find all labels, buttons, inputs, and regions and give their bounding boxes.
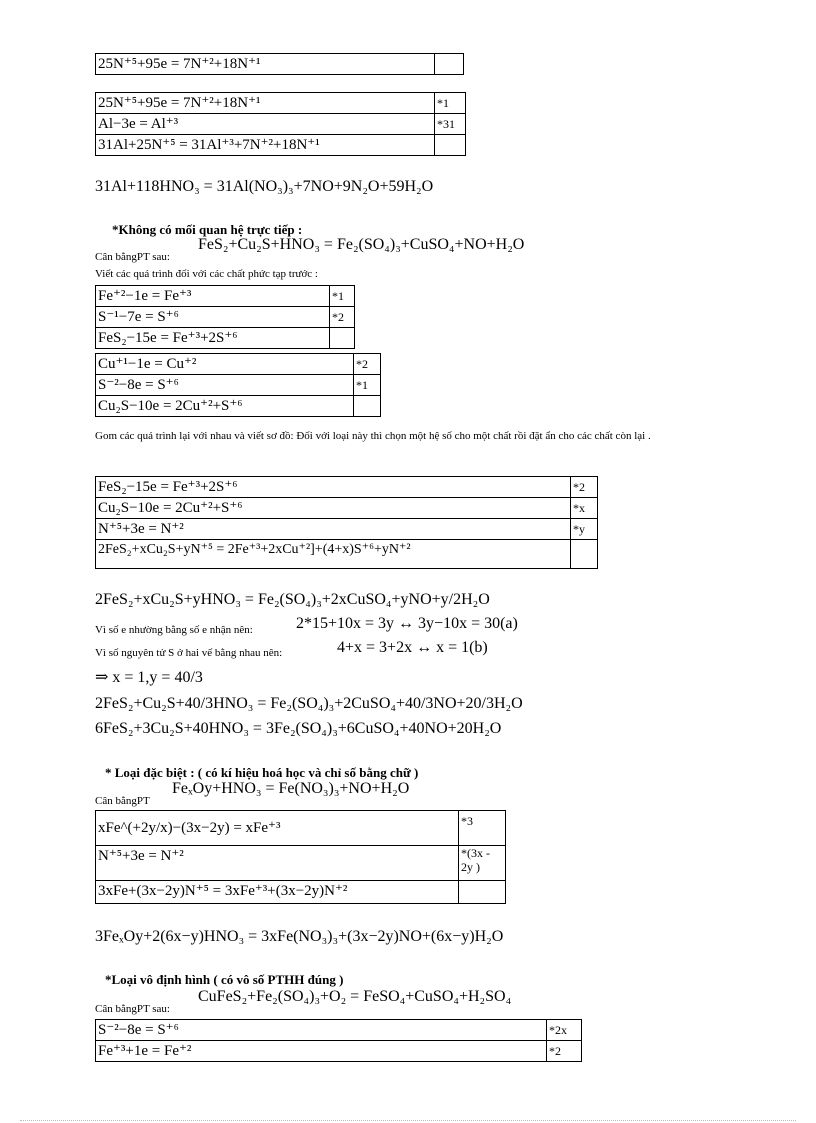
table-row [96,114,466,135]
table-row [96,328,355,349]
table-row [96,354,381,375]
equation-cell: S⁻¹−7e = S⁺⁶ [96,307,330,328]
multiplier-cell [571,540,598,569]
equation-3: 2FeS₂+Cu₂S+40/3HNO₃ = Fe₂(SO₄)₃+2CuSO₄+40/3NO+20/3H₂O [95,695,523,712]
table-row [96,93,466,114]
multiplier-cell [354,396,381,417]
equation-cell: FeS₂−15e = Fe⁺³+2S⁺⁶ [96,477,571,498]
equation-5: 3FeₓOy+2(6x−y)HNO₃ = 3xFe(NO₃)₃+(3x−2y)NO+(6x−y)H₂O [95,928,504,945]
balance-label-3: Cân bằngPT sau: [95,1003,170,1015]
table-row [96,846,506,881]
equation-cell: Al−3e = Al⁺³ [96,114,435,135]
equation-cell: Fe⁺³+1e = Fe⁺² [96,1041,547,1062]
note-2: Gom các quá trình lại với nhau và viết sơ đồ: Đối với loại này thì chọn một hệ số cho một chất rồi đặt ẩn cho các chất còn lại . [95,430,651,442]
table-1 [95,53,464,75]
table-row [96,286,355,307]
multiplier-cell: *1 [354,375,381,396]
equation-cell: FeS₂−15e = Fe⁺³+2S⁺⁶ [96,328,330,349]
table-row [96,135,466,156]
equation-cell: Cu⁺¹−1e = Cu⁺² [96,354,354,375]
equation-cell: Cu₂S−10e = 2Cu⁺²+S⁺⁶ [96,396,354,417]
multiplier-cell [435,54,464,75]
table-row [96,811,506,846]
multiplier-cell: *3 [459,811,506,846]
table-row [96,1020,582,1041]
equation-cell: 3xFe+(3x−2y)N⁺⁵ = 3xFe⁺³+(3x−2y)N⁺² [96,881,459,904]
equation-cell: Fe⁺²−1e = Fe⁺³ [96,286,330,307]
table-7 [95,1019,582,1062]
condition-1-equation: 2*15+10x = 3y ↔ 3y−10x = 30(a) [296,615,518,632]
multiplier-cell: *1 [330,286,355,307]
note-1: Viết các quá trình đối với các chất phức tạp trước : [95,268,318,280]
table-6 [95,810,506,904]
table-4 [95,353,381,417]
table-row [96,307,355,328]
multiplier-cell: *2 [547,1041,582,1062]
table-5 [95,476,598,569]
table-row [96,881,506,904]
section-2-heading: * Loại đặc biệt : ( có kí hiệu hoá học và chỉ số bằng chữ ) [105,765,419,780]
section-3-heading: *Loại vô định hình ( có vô số PTHH đúng ) [105,972,344,987]
condition-2-label: Vì số nguyên tử S ở hai vế bằng nhau nên: [95,647,283,659]
multiplier-cell [330,328,355,349]
equation-4: 6FeS₂+3Cu₂S+40HNO₃ = 3Fe₂(SO₄)₃+6CuSO₄+40NO+20H₂O [95,720,502,737]
multiplier-cell: *(3x - 2y ) [459,846,506,881]
result: ⇒ x = 1,y = 40/3 [95,669,203,686]
equation-cell: 2FeS₂+xCu₂S+yN⁺⁵ = 2Fe⁺³+2xCu⁺²]+(4+x)S⁺⁶+yN⁺² [96,540,571,569]
equation-cell: 25N⁺⁵+95e = 7N⁺²+18N⁺¹ [96,93,435,114]
table-row [96,477,598,498]
multiplier-cell: *1 [435,93,466,114]
multiplier-cell: *31 [435,114,466,135]
table-row [96,375,381,396]
section-1-heading: *Không có mối quan hệ trực tiếp : [112,222,303,237]
multiplier-cell: *2 [330,307,355,328]
multiplier-cell [459,881,506,904]
multiplier-cell: *2 [571,477,598,498]
table-row [96,498,598,519]
multiplier-cell: *x [571,498,598,519]
table-row [96,396,381,417]
table-row [96,540,598,569]
multiplier-cell: *2x [547,1020,582,1041]
equation-cell: Cu₂S−10e = 2Cu⁺²+S⁺⁶ [96,498,571,519]
multiplier-cell [435,135,466,156]
condition-2-equation: 4+x = 3+2x ↔ x = 1(b) [337,639,488,656]
equation-1: 31Al+118HNO₃ = 31Al(NO₃)₃+7NO+9N₂O+59H₂O [95,178,434,195]
equation-cell: 31Al+25N⁺⁵ = 31Al⁺³+7N⁺²+18N⁺¹ [96,135,435,156]
table-2 [95,92,466,156]
table-row [96,1041,582,1062]
balance-equation-1: FeS₂+Cu₂S+HNO₃ = Fe₂(SO₄)₃+CuSO₄+NO+H₂O [198,236,525,253]
equation-cell: 25N⁺⁵+95e = 7N⁺²+18N⁺¹ [96,54,435,75]
table-row [96,519,598,540]
table-row [96,54,464,75]
multiplier-cell: *2 [354,354,381,375]
balance-label-1: Cân bằngPT sau: [95,251,170,263]
multiplier-cell: *y [571,519,598,540]
balance-label-2: Cân bằngPT [95,795,150,807]
balance-equation-3: CuFeS₂+Fe₂(SO₄)₃+O₂ = FeSO₄+CuSO₄+H₂SO₄ [198,988,512,1005]
condition-1-label: Vì số e nhường bằng số e nhận nên: [95,624,253,636]
equation-cell: N⁺⁵+3e = N⁺² [96,846,459,881]
table-3 [95,285,355,349]
equation-cell: xFe^(+2y/x)−(3x−2y) = xFe⁺³ [96,811,459,846]
equation-cell: S⁻²−8e = S⁺⁶ [96,375,354,396]
equation-cell: N⁺⁵+3e = N⁺² [96,519,571,540]
page-divider [20,1120,796,1121]
balance-equation-2: FeₓOy+HNO₃ = Fe(NO₃)₃+NO+H₂O [172,780,410,797]
equation-2: 2FeS₂+xCu₂S+yHNO₃ = Fe₂(SO₄)₃+2xCuSO₄+yNO+y/2H₂O [95,591,490,608]
equation-cell: S⁻²−8e = S⁺⁶ [96,1020,547,1041]
